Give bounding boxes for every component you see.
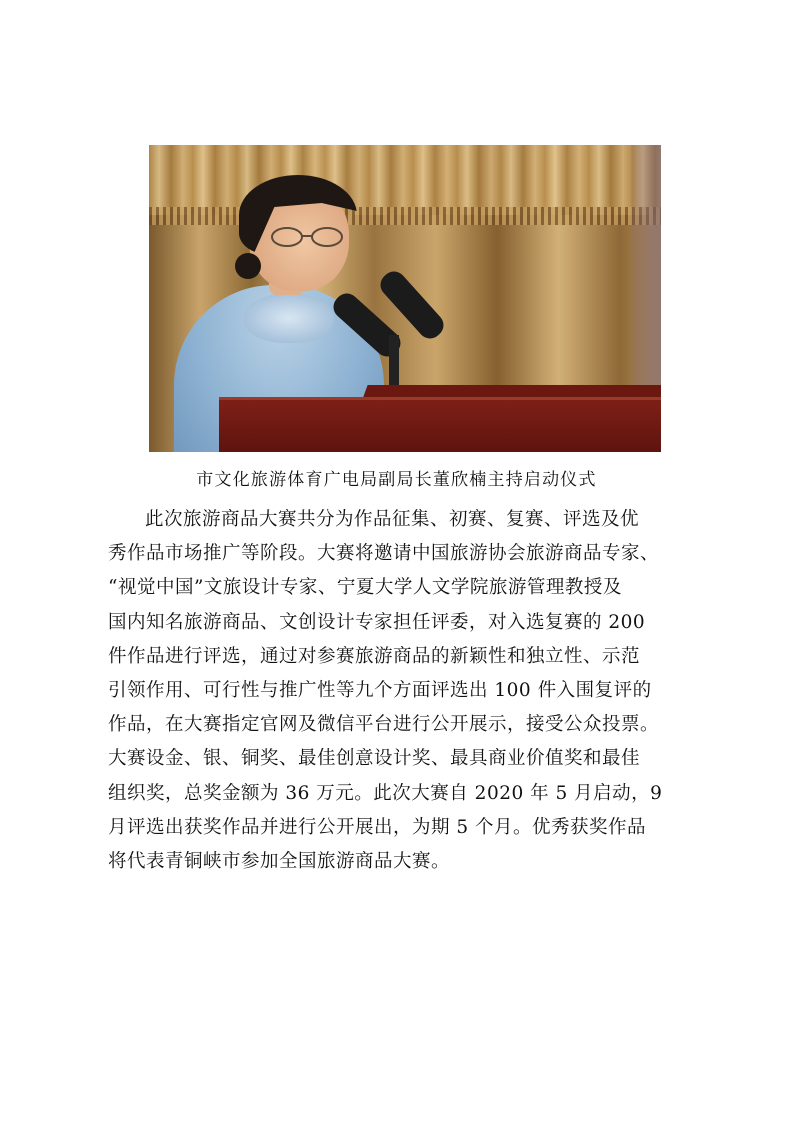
event-photo xyxy=(149,145,661,452)
body-paragraph xyxy=(108,503,694,879)
speaker-hair-bun xyxy=(235,253,261,279)
curtain-fringe xyxy=(149,207,661,225)
paragraph-line: 作品，在大赛指定官网及微信平台进行公开展示，接受公众投票。 xyxy=(108,714,660,736)
paragraph-line: 此次旅游商品大赛共分为作品征集、初赛、复赛、评选及优 xyxy=(145,509,640,530)
photo-caption: 市文化旅游体育广电局副局长董欣楠主持启动仪式 xyxy=(196,470,597,490)
paragraph-line: 国内知名旅游商品、文创设计专家担任评委，对入选复赛的 200 xyxy=(108,611,646,633)
curtain-valance xyxy=(149,145,661,215)
glasses-icon xyxy=(269,225,353,249)
paragraph-line: 大赛设金、银、铜奖、最佳创意设计奖、最具商业价值奖和最佳 xyxy=(108,748,641,770)
paragraph-line: 组织奖，总奖金额为 36 万元。此次大赛自 2020 年 5 月启动，9 xyxy=(108,782,663,804)
speaker-bow xyxy=(244,293,334,343)
paragraph-line: 秀作品市场推广等阶段。大赛将邀请中国旅游协会旅游商品专家、 xyxy=(108,543,660,565)
paragraph-line: 引领作用、可行性与推广性等九个方面评选出 100 件入围复评的 xyxy=(108,679,652,701)
paragraph-line: 将代表青铜峡市参加全国旅游商品大赛。 xyxy=(108,850,451,872)
paragraph-line: 月评选出获奖作品并进行公开展出，为期 5 个月。优秀获奖作品 xyxy=(108,816,647,838)
paragraph-line: “视觉中国”文旅设计专家、宁夏大学人文学院旅游管理教授及 xyxy=(108,577,622,599)
paragraph-line: 件作品进行评选，通过对参赛旅游商品的新颖性和独立性、示范 xyxy=(108,645,641,667)
podium xyxy=(219,397,661,452)
